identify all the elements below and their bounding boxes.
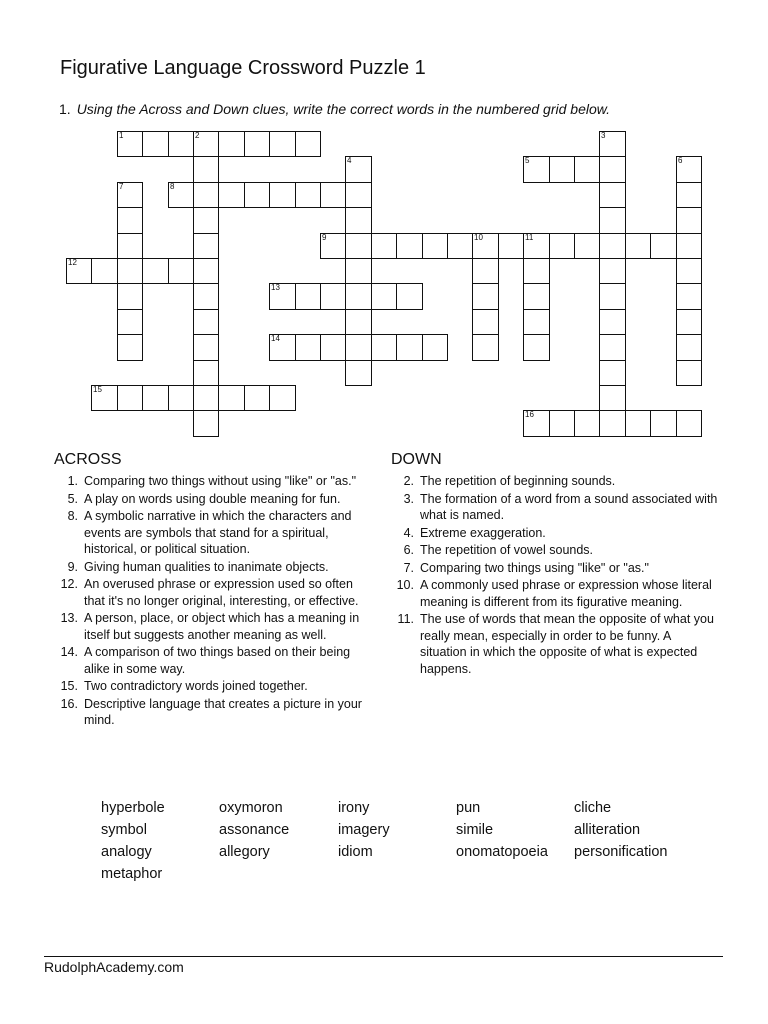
crossword-cell[interactable]: [193, 334, 219, 361]
down-clue: [390, 491, 720, 524]
crossword-cell[interactable]: [320, 233, 346, 259]
down-clue: [390, 560, 720, 577]
crossword-cell[interactable]: [498, 233, 524, 259]
crossword-cell[interactable]: [599, 334, 626, 361]
crossword-cell[interactable]: [193, 309, 219, 335]
crossword-cell[interactable]: [676, 410, 702, 437]
down-clue: [390, 542, 720, 559]
clue-number: 6.: [403, 543, 414, 557]
cell-number: 4: [347, 156, 352, 165]
crossword-cell[interactable]: [117, 309, 143, 335]
crossword-cell[interactable]: [472, 334, 499, 361]
crossword-cell[interactable]: [396, 283, 423, 310]
crossword-cell[interactable]: [168, 131, 194, 157]
word-bank-item: analogy: [101, 844, 152, 860]
crossword-cell[interactable]: [295, 182, 321, 208]
clue-text: The repetition of beginning sounds.: [420, 474, 616, 488]
crossword-cell[interactable]: [193, 156, 219, 183]
crossword-cell[interactable]: [193, 233, 219, 259]
crossword-cell[interactable]: [549, 233, 575, 259]
clue-text: The use of words that mean the opposite of what you really mean, especially in order to be funny. A situation in which the opposite of what is expected happens.: [420, 612, 714, 676]
word-bank-item: symbol: [101, 822, 147, 838]
crossword-cell[interactable]: [345, 309, 372, 335]
cell-number: 3: [601, 131, 606, 140]
crossword-cell[interactable]: [599, 360, 626, 386]
crossword-cell[interactable]: [599, 233, 626, 259]
cell-number: 2: [195, 131, 200, 140]
crossword-cell[interactable]: [523, 233, 550, 259]
crossword-cell[interactable]: [66, 258, 92, 284]
crossword-cell[interactable]: [117, 182, 143, 208]
across-clue: [54, 678, 370, 695]
down-clue-list: [390, 473, 720, 678]
across-clue: [54, 473, 370, 490]
crossword-cell[interactable]: [599, 258, 626, 284]
clue-text: The repetition of vowel sounds.: [420, 543, 594, 557]
crossword-cell[interactable]: [193, 182, 219, 208]
cell-number: 16: [525, 410, 534, 419]
clue-text: Comparing two things using "like" or "as.": [420, 560, 649, 575]
crossword-cell[interactable]: [117, 334, 143, 361]
crossword-cell[interactable]: [599, 410, 626, 437]
crossword-cell[interactable]: [345, 334, 372, 361]
clue-text: The formation of a word from a sound associated with what is named.: [420, 491, 718, 522]
crossword-cell[interactable]: [320, 182, 346, 208]
crossword-cell[interactable]: [650, 233, 677, 259]
crossword-cell[interactable]: [549, 156, 575, 183]
word-bank: [101, 798, 721, 884]
crossword-cell[interactable]: [599, 131, 626, 157]
crossword-cell[interactable]: [269, 131, 296, 157]
crossword-cell[interactable]: [117, 385, 143, 411]
clue-text: Descriptive language that creates a picture in your mind.: [84, 696, 362, 727]
crossword-cell[interactable]: [422, 334, 448, 361]
crossword-cell[interactable]: [345, 258, 372, 284]
crossword-cell[interactable]: [117, 131, 143, 157]
crossword-cell[interactable]: [523, 334, 550, 361]
crossword-cell[interactable]: [117, 283, 143, 310]
footer-divider: [44, 956, 723, 957]
crossword-cell[interactable]: [218, 182, 245, 208]
crossword-cell[interactable]: [117, 233, 143, 259]
across-clue-list: [54, 473, 370, 730]
crossword-cell[interactable]: [676, 283, 702, 310]
crossword-cell[interactable]: [193, 385, 219, 411]
crossword-cell[interactable]: [371, 334, 397, 361]
page-title: Figurative Language Crossword Puzzle 1: [60, 57, 426, 79]
word-bank-item: pun: [456, 800, 481, 816]
word-bank-item: irony: [338, 800, 370, 816]
word-bank-item: idiom: [338, 844, 373, 860]
crossword-cell[interactable]: [599, 309, 626, 335]
crossword-cell[interactable]: [193, 360, 219, 386]
across-clue: [54, 491, 370, 508]
crossword-cell[interactable]: [345, 233, 372, 259]
crossword-cell[interactable]: [142, 258, 169, 284]
word-bank-item: assonance: [219, 822, 290, 838]
clue-number: 9.: [67, 559, 78, 574]
crossword-cell[interactable]: [472, 283, 499, 310]
cell-number: 14: [271, 334, 280, 343]
crossword-cell[interactable]: [345, 283, 372, 310]
down-clue: [390, 611, 720, 677]
clue-text: Two contradictory words joined together.: [84, 679, 308, 693]
crossword-cell[interactable]: [422, 233, 448, 259]
crossword-cell[interactable]: [676, 182, 702, 208]
crossword-cell[interactable]: [574, 233, 600, 259]
crossword-cell[interactable]: [142, 131, 169, 157]
clue-number: 7.: [403, 560, 414, 575]
crossword-cell[interactable]: [625, 410, 651, 437]
down-clue: [390, 473, 720, 490]
clue-number: 2.: [403, 474, 414, 488]
clue-number: 13.: [60, 611, 78, 625]
crossword-cell[interactable]: [91, 385, 118, 411]
crossword-cell[interactable]: [599, 207, 626, 234]
instruction-number: 1.: [59, 101, 71, 117]
crossword-cell[interactable]: [117, 258, 143, 284]
cell-number: 15: [93, 385, 102, 394]
footer-site: RudolphAcademy.com: [44, 959, 184, 975]
crossword-cell[interactable]: [193, 207, 219, 234]
clue-text: A play on words using double meaning for fun.: [84, 491, 341, 506]
across-clue: [54, 508, 370, 558]
crossword-cell[interactable]: [244, 131, 270, 157]
clue-text: Comparing two things without using "like" or "as.": [84, 474, 357, 488]
crossword-cell[interactable]: [523, 410, 550, 437]
word-bank-item: onomatopoeia: [456, 844, 548, 860]
crossword-cell[interactable]: [523, 283, 550, 310]
word-bank-item: imagery: [338, 822, 390, 838]
crossword-cell[interactable]: [345, 156, 372, 183]
cell-number: 10: [474, 233, 483, 242]
word-bank-item: alliteration: [574, 822, 641, 838]
word-bank-item: hyperbole: [101, 800, 165, 816]
crossword-cell[interactable]: [193, 410, 219, 437]
crossword-cell[interactable]: [472, 309, 499, 335]
crossword-cell[interactable]: [599, 182, 626, 208]
across-heading: ACROSS: [54, 451, 122, 468]
crossword-cell[interactable]: [168, 258, 194, 284]
crossword-cell[interactable]: [269, 334, 296, 361]
crossword-cell[interactable]: [193, 283, 219, 310]
across-clue: [54, 696, 370, 729]
crossword-cell[interactable]: [574, 156, 600, 183]
crossword-cell[interactable]: [599, 385, 626, 411]
crossword-cell[interactable]: [625, 233, 651, 259]
crossword-cell[interactable]: [523, 156, 550, 183]
crossword-cell[interactable]: [142, 385, 169, 411]
crossword-cell[interactable]: [345, 182, 372, 208]
crossword-cell[interactable]: [168, 182, 194, 208]
clue-number: 1.: [67, 474, 78, 488]
crossword-cell[interactable]: [396, 334, 423, 361]
crossword-cell[interactable]: [320, 334, 346, 361]
across-clue: [54, 644, 370, 677]
crossword-cell[interactable]: [345, 207, 372, 234]
crossword-cell[interactable]: [599, 156, 626, 183]
crossword-cell[interactable]: [523, 309, 550, 335]
cell-number: 12: [68, 258, 77, 267]
crossword-cell[interactable]: [117, 207, 143, 234]
cell-number: 9: [322, 233, 327, 242]
crossword-cell[interactable]: [396, 233, 423, 259]
crossword-cell[interactable]: [650, 410, 677, 437]
cell-number: 8: [170, 182, 175, 191]
clue-text: Extreme exaggeration.: [420, 525, 546, 540]
clue-number: 14.: [60, 645, 78, 659]
cell-number: 13: [271, 283, 280, 292]
word-bank-item: simile: [456, 822, 494, 838]
crossword-cell[interactable]: [193, 131, 219, 157]
crossword-cell[interactable]: [371, 233, 397, 259]
crossword-cell[interactable]: [472, 258, 499, 284]
clue-text: A person, place, or object which has a meaning in itself but suggests another meaning as well.: [84, 611, 360, 642]
crossword-cell[interactable]: [269, 182, 296, 208]
crossword-cell[interactable]: [244, 385, 270, 411]
clue-number: 16.: [60, 696, 78, 711]
crossword-cell[interactable]: [91, 258, 118, 284]
clue-text: A comparison of two things based on their being alike in some way.: [84, 645, 351, 676]
down-heading: DOWN: [391, 451, 442, 468]
word-bank-item: oxymoron: [219, 800, 283, 816]
clue-number: 11.: [397, 612, 414, 626]
across-clue: [54, 559, 370, 576]
clue-text: A commonly used phrase or expression whose literal meaning is different from its figurative meaning.: [420, 578, 712, 609]
crossword-cell[interactable]: [193, 258, 219, 284]
crossword-cell[interactable]: [523, 258, 550, 284]
crossword-cell[interactable]: [676, 258, 702, 284]
cell-number: 7: [119, 182, 124, 191]
crossword-cell[interactable]: [676, 207, 702, 234]
down-clue: [390, 577, 720, 610]
crossword-cell[interactable]: [244, 182, 270, 208]
word-bank-item: personification: [574, 844, 668, 860]
word-bank-item: metaphor: [101, 866, 163, 882]
crossword-cell[interactable]: [218, 131, 245, 157]
crossword-cell[interactable]: [218, 385, 245, 411]
clue-number: 3.: [403, 491, 414, 506]
clue-number: 15.: [60, 679, 78, 693]
crossword-cell[interactable]: [168, 385, 194, 411]
crossword-cell[interactable]: [447, 233, 473, 259]
crossword-cell[interactable]: [574, 410, 600, 437]
across-clue: [54, 576, 370, 609]
across-clue: [54, 610, 370, 643]
clue-text: A symbolic narrative in which the characters and events are symbols that stand for a spiritual, historical, or political situation.: [84, 509, 352, 556]
crossword-cell[interactable]: [295, 131, 321, 157]
clue-number: 4.: [403, 525, 414, 540]
word-bank-item: cliche: [574, 800, 612, 816]
crossword-cell[interactable]: [676, 156, 702, 183]
crossword-cell[interactable]: [269, 283, 296, 310]
clue-number: 10.: [396, 578, 414, 592]
cell-number: 1: [119, 131, 124, 140]
crossword-cell[interactable]: [345, 360, 372, 386]
crossword-cell[interactable]: [599, 283, 626, 310]
crossword-cell[interactable]: [676, 233, 702, 259]
crossword-cell[interactable]: [472, 233, 499, 259]
instruction-text: Using the Across and Down clues, write the correct words in the numbered grid below.: [76, 101, 610, 117]
clue-number: 12.: [60, 577, 78, 591]
clue-number: 8.: [67, 509, 78, 523]
crossword-cell[interactable]: [676, 360, 702, 386]
down-clue: [390, 525, 720, 542]
crossword-cell[interactable]: [676, 334, 702, 361]
clue-text: Giving human qualities to inanimate objects.: [84, 559, 329, 574]
crossword-cell[interactable]: [269, 385, 296, 411]
crossword-cell[interactable]: [295, 283, 321, 310]
clue-number: 5.: [67, 491, 78, 506]
crossword-cell[interactable]: [320, 283, 346, 310]
cell-number: 11: [525, 233, 534, 242]
cell-number: 6: [678, 156, 683, 165]
crossword-cell[interactable]: [676, 309, 702, 335]
clue-text: An overused phrase or expression used so often that it's no longer original, interesting, or effective.: [84, 577, 359, 608]
crossword-cell[interactable]: [371, 283, 397, 310]
word-bank-item: allegory: [219, 844, 270, 860]
cell-number: 5: [525, 156, 530, 165]
crossword-cell[interactable]: [549, 410, 575, 437]
crossword-cell[interactable]: [295, 334, 321, 361]
